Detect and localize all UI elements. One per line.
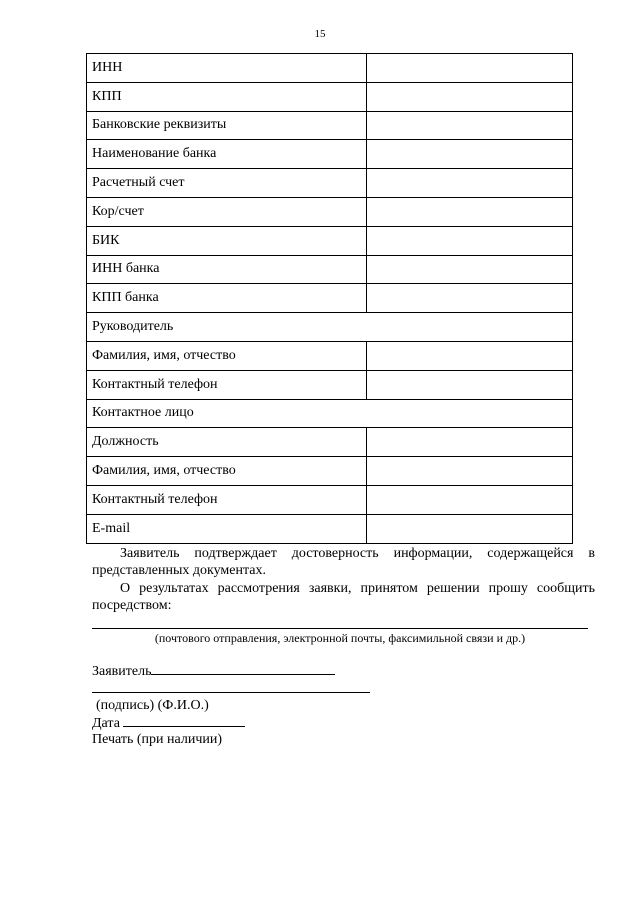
section-header: Руководитель <box>87 313 573 342</box>
table-row <box>87 226 573 255</box>
table-row <box>87 457 573 486</box>
signature-caption: (подпись) (Ф.И.О.) <box>96 698 209 713</box>
row-label: Наименование банка <box>87 140 367 169</box>
row-value-field[interactable] <box>367 197 573 226</box>
table-row <box>87 54 573 83</box>
row-label: КПП банка <box>87 284 367 313</box>
row-label: Контактный телефон <box>87 485 367 514</box>
notification-method-caption: (почтового отправления, электронной почты, факсимильной связи и др.) <box>154 631 526 645</box>
section-header: Контактное лицо <box>87 399 573 428</box>
row-value-field[interactable] <box>367 169 573 198</box>
table-row <box>87 313 573 342</box>
row-value-field[interactable] <box>367 255 573 284</box>
table-row <box>87 485 573 514</box>
row-label: КПП <box>87 82 367 111</box>
row-value-field[interactable] <box>367 341 573 370</box>
date-line[interactable] <box>123 713 245 727</box>
table-row <box>87 255 573 284</box>
row-value-field[interactable] <box>367 226 573 255</box>
row-value-field[interactable] <box>367 140 573 169</box>
row-value-field[interactable] <box>367 284 573 313</box>
row-label: Должность <box>87 428 367 457</box>
row-label: Фамилия, имя, отчество <box>87 341 367 370</box>
table-row <box>87 399 573 428</box>
table-row <box>87 284 573 313</box>
row-label: ИНН <box>87 54 367 83</box>
table-row <box>87 169 573 198</box>
applicant-line[interactable] <box>151 661 335 675</box>
page-number: 15 <box>314 28 326 40</box>
row-value-field[interactable] <box>367 514 573 543</box>
date-row <box>92 713 245 732</box>
confirmation-paragraph: Заявитель подтверждает достоверность информации, содержащейся в представленных документах. <box>92 546 595 578</box>
table-row <box>87 428 573 457</box>
requisites-table-body <box>87 54 573 544</box>
notification-paragraph: О результатах рассмотрения заявки, принятом решении прошу сообщить посредством: <box>92 581 595 613</box>
row-value-field[interactable] <box>367 370 573 399</box>
row-value-field[interactable] <box>367 457 573 486</box>
signature-line[interactable] <box>92 692 370 693</box>
row-label: Кор/счет <box>87 197 367 226</box>
row-value-field[interactable] <box>367 111 573 140</box>
table-row <box>87 514 573 543</box>
row-label: Расчетный счет <box>87 169 367 198</box>
row-value-field[interactable] <box>367 485 573 514</box>
row-label: ИНН банка <box>87 255 367 284</box>
table-row <box>87 341 573 370</box>
table-row <box>87 370 573 399</box>
table-row <box>87 111 573 140</box>
applicant-label: Заявитель <box>92 664 152 679</box>
table-row <box>87 197 573 226</box>
date-label: Дата <box>92 716 120 731</box>
requisites-table <box>86 53 573 544</box>
stamp-label: Печать (при наличии) <box>92 732 223 747</box>
applicant-row <box>92 661 335 680</box>
row-label: E-mail <box>87 514 367 543</box>
row-label: Контактный телефон <box>87 370 367 399</box>
notification-method-line[interactable] <box>92 628 588 629</box>
row-label: Банковские реквизиты <box>87 111 367 140</box>
table-row <box>87 82 573 111</box>
row-label: БИК <box>87 226 367 255</box>
table-row <box>87 140 573 169</box>
row-value-field[interactable] <box>367 82 573 111</box>
row-value-field[interactable] <box>367 428 573 457</box>
row-label: Фамилия, имя, отчество <box>87 457 367 486</box>
row-value-field[interactable] <box>367 54 573 83</box>
